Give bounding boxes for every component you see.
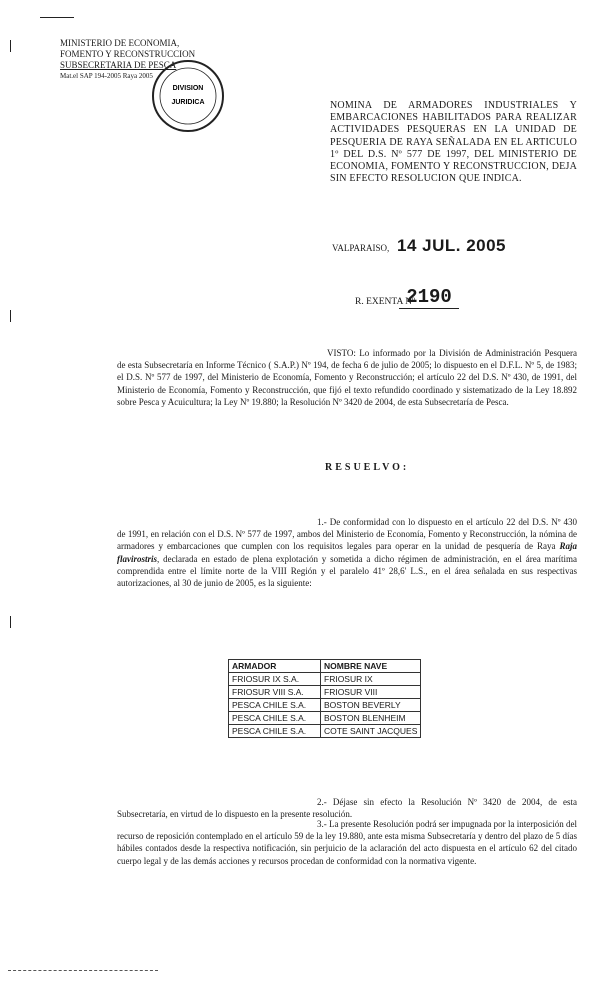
article-1-text-a: 1.- De conformidad con lo dispuesto en el artículo 22 del D.S. Nº 430 de 1991, en relación con el D.S. Nº 577 de 1997, ambos del Ministerio de Economía, Fomento y Reconstrucción, la nómina de armadores y embarcaciones que cumplen con los requisitos legales para operar en la unidad de pesquería de Raya	[117, 517, 577, 552]
article-1-text-b: , declarada en estado de plena explotación y sometida a dicho régimen de administración, en el área marítima comprendida entre el límite norte de la VIII Región y el paralelo 41º 28,6' L.S., en el área señalada en sus respectivas autorizaciones, al 30 de junio de 2005, es la siguiente:	[117, 553, 577, 589]
vessel-cell: BOSTON BEVERLY	[321, 699, 421, 712]
armador-cell: FRIOSUR VIII S.A.	[229, 686, 321, 699]
reference-line: Mat.el SAP 194-2005 Raya 2005	[60, 72, 153, 80]
armador-cell: PESCA CHILE S.A.	[229, 725, 321, 738]
table-row	[229, 699, 421, 712]
ministry-line-2: FOMENTO Y RECONSTRUCCION	[60, 49, 196, 59]
column-header-nombre-nave: NOMBRE NAVE	[321, 660, 421, 673]
date-city: VALPARAISO,	[332, 243, 390, 253]
armador-cell: FRIOSUR IX S.A.	[229, 673, 321, 686]
scan-mark	[10, 310, 11, 322]
fleet-table	[228, 659, 421, 738]
table-row	[229, 712, 421, 725]
table-row	[229, 725, 421, 738]
stamp-text-2: JURIDICA	[171, 99, 205, 106]
article-1	[117, 516, 577, 589]
visto-paragraph: VISTO: Lo informado por la División de Administración Pesquera de esta Subsecretaría en Informe Técnico ( S.A.P.) Nº 194, de fecha 6 de julio de 2005; lo dispuesto en el D.F.L. Nº 5, de 1983; el D.S. Nº 577 de 1997, del Ministerio de Economía, Fomento y Reconstrucción; el artículo 22 del D.S. Nº 430, de 1991, del Ministerio de Economía, Fomento y Reconstrucción, que fijó el texto refundido coordinado y sistematizado de la Ley 18.892 sobre Pesca y Acuicultura; la Ley Nº 19.880; la Resolución Nº 3420 de 2004, de esta Subsecretaría de Pesca.	[117, 348, 577, 407]
stamp-text-1: DIVISION	[172, 85, 204, 92]
table-header-row	[229, 660, 421, 673]
resuelvo-heading: RESUELVO:	[325, 462, 410, 473]
column-header-armador: ARMADOR	[229, 660, 321, 673]
article-3: 3.- La presente Resolución podrá ser impugnada por la interposición del recurso de reposición contemplado en el artículo 59 de la ley 19.880, ante esta misma Subsecretaría y dentro del plazo de 5 días hábiles contados desde la respectiva notificación, sin perjuicio de la aclaración del acto dispuesta en el artículo 62 del citado cuerpo legal y de las demás acciones y recursos procedan de conformidad con la normativa vigente.	[117, 819, 577, 866]
official-stamp	[150, 58, 226, 134]
table-row	[229, 673, 421, 686]
species-name: Raja flavirostris	[117, 541, 577, 564]
footer-dashed-line	[8, 970, 158, 971]
date-stamp: 14 JUL. 2005	[397, 236, 507, 255]
vessel-cell: BOSTON BLENHEIM	[321, 712, 421, 725]
vessel-cell: FRIOSUR IX	[321, 673, 421, 686]
vessel-cell: COTE SAINT JACQUES	[321, 725, 421, 738]
article-2: 2.- Déjase sin efecto la Resolución Nº 3420 de 2004, de esta Subsecretaría, en virtud de lo dispuesto en la presente resolución.	[117, 797, 577, 820]
scan-mark	[40, 17, 74, 18]
document-title: NOMINA DE ARMADORES INDUSTRIALES Y EMBARCACIONES HABILITADOS PARA REALIZAR ACTIVIDADES PESQUERAS EN LA UNIDAD DE PESQUERIA DE RAYA SEÑALADA EN EL ARTICULO 1º DEL D.S. Nº 577 DE 1997, DEL MINISTERIO DE ECONOMIA, FOMENTO Y RECONSTRUCCION, DEJA SIN EFECTO RESOLUCION QUE INDICA.	[330, 100, 577, 185]
armador-cell: PESCA CHILE S.A.	[229, 699, 321, 712]
subsecretaria-line: SUBSECRETARIA DE PESCA	[60, 60, 177, 70]
vessel-cell: FRIOSUR VIII	[321, 686, 421, 699]
table-row	[229, 686, 421, 699]
resolution-number: 2190	[399, 286, 459, 309]
resolution-label: R. EXENTA Nº	[355, 297, 415, 307]
ministry-line-1: MINISTERIO DE ECONOMIA,	[60, 38, 180, 48]
armador-cell: PESCA CHILE S.A.	[229, 712, 321, 725]
scan-mark	[10, 616, 11, 628]
scan-mark	[10, 40, 11, 52]
